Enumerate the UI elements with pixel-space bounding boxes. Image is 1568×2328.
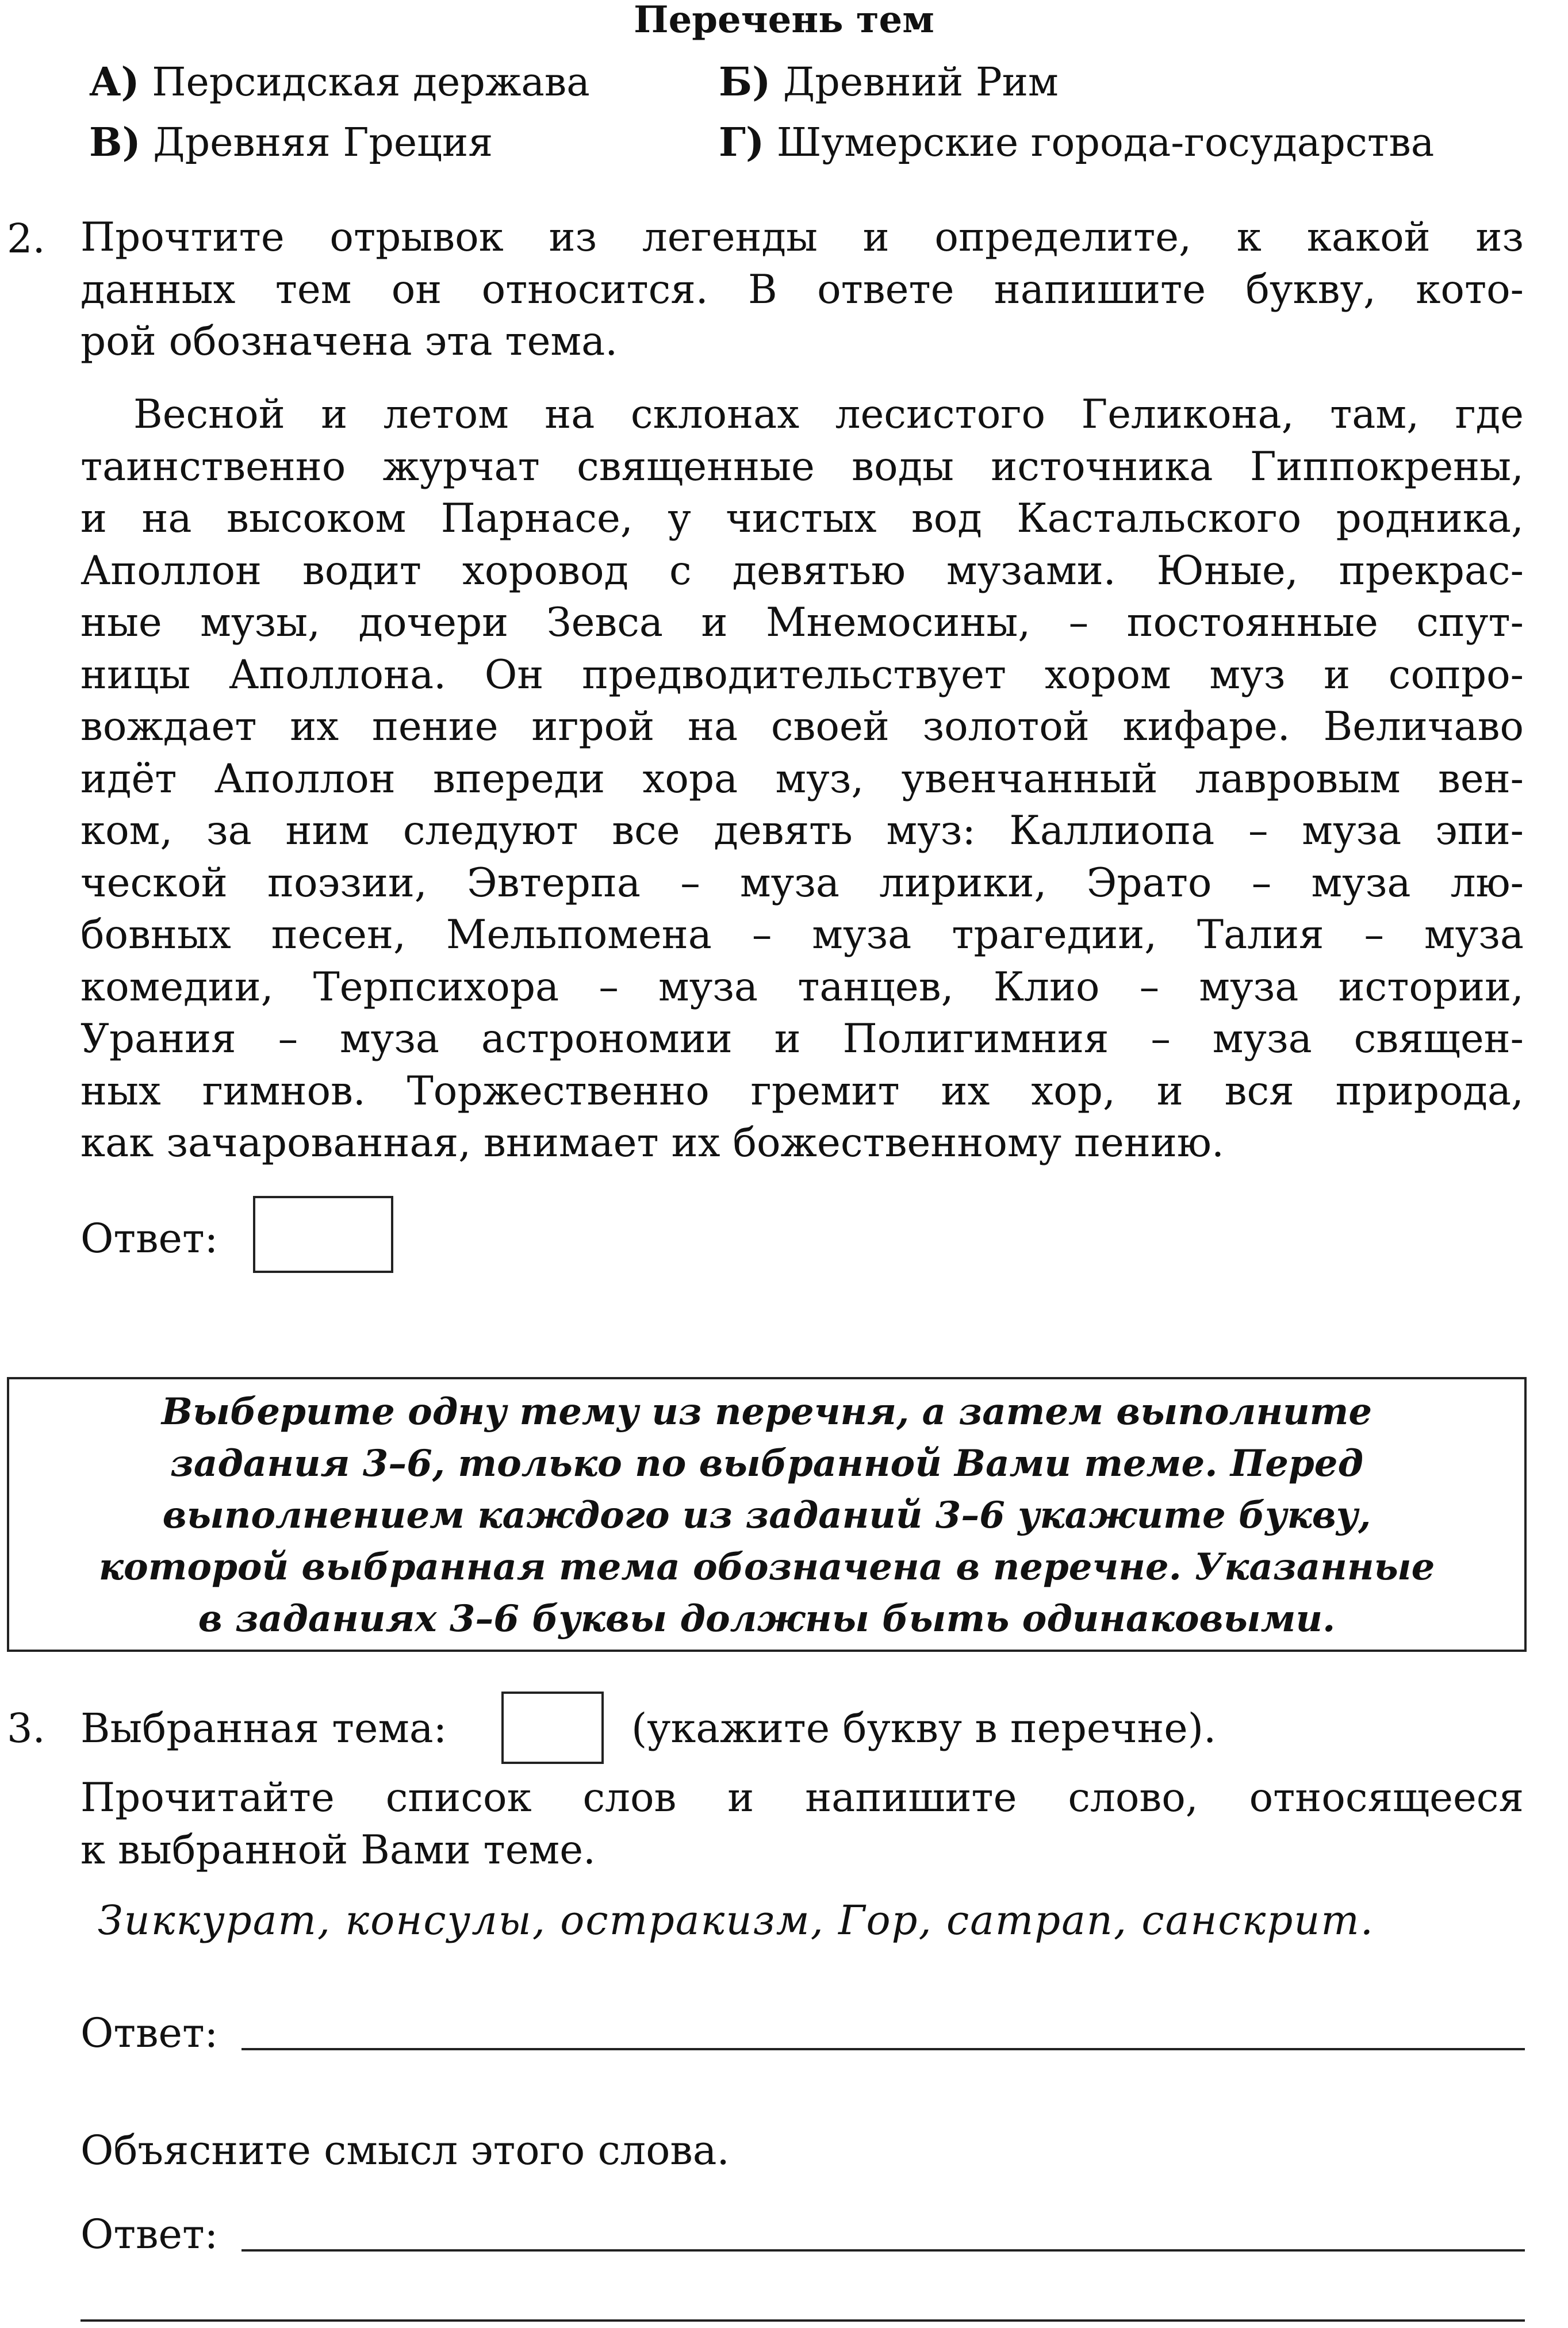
legend-line: таинственно журчат священные воды источника Гиппокрены, [80,443,1524,490]
topics-list-title: Перечень тем [634,0,934,41]
legend-line: ческой поэзии, Эвтерпа – муза лирики, Эрато – муза лю- [80,860,1524,906]
instruction-line: выполнением каждого из заданий 3–6 укажите букву, [162,1494,1371,1537]
question-line: Прочитайте список слов и напишите слово, относящееся [80,1775,1524,1821]
instruction-line: задания 3–6, только по выбранной Вами теме. Перед [170,1442,1363,1485]
task-3-answer-line[interactable] [241,2048,1525,2050]
task-2-answer-box[interactable] [253,1196,393,1273]
topic-letter: Б) [719,59,771,105]
legend-line: идёт Аполлон впереди хора муз, увенчанный лавровым вен- [80,755,1524,802]
topic-name: Персидская держава [152,60,590,105]
legend-line: Весной и летом на склонах лесистого Геликона, там, где [133,392,1524,438]
legend-line: ком, за ним следуют все девять муз: Каллиопа – муза эпи- [80,808,1524,854]
chosen-topic-hint: (укажите букву в перечне). [631,1705,1217,1752]
legend-passage [80,389,1524,1169]
question-line: к выбранной Вами теме. [80,1827,596,1873]
legend-line: ные музы, дочери Зевса и Мнемосины, – постоянные спут- [80,600,1524,646]
legend-line: комедии, Терпсихора – муза танцев, Клио – муза истории, [80,964,1524,1010]
chosen-topic-label: Выбранная тема: [80,1705,447,1752]
legend-line: вождает их пение игрой на своей золотой кифаре. Величаво [80,704,1524,750]
topic-g [719,120,1434,166]
instruction-box [7,1377,1527,1652]
legend-line: Аполлон водит хоровод с девятью музами. Юные, прекрас- [80,547,1524,594]
instruction-text [9,1379,1524,1645]
task-2-answer-label: Ответ: [80,1215,218,1262]
question-line: Прочтите отрывок из легенды и определите, к какой из [80,214,1524,260]
task-3-answer-label-2: Ответ: [80,2211,218,2258]
legend-line: Урания – муза астрономии и Полигимния – муза священ- [80,1016,1524,1062]
topic-letter: Г) [719,120,765,166]
topic-v [89,120,493,166]
extra-answer-line[interactable] [80,2319,1525,2322]
task-3-answer-label: Ответ: [80,2009,218,2057]
task-2-number: 2. [7,215,45,262]
task-3-question [80,1772,1524,1876]
topic-name: Древний Рим [783,60,1059,105]
topic-letter: В) [89,120,141,166]
instruction-line: которой выбранная тема обозначена в перечне. Указанные [98,1545,1435,1589]
topic-letter: А) [89,59,140,105]
instruction-line: Выберите одну тему из перечня, а затем выполните [161,1390,1373,1433]
legend-line: ницы Аполлона. Он предводительствует хором муз и сопро- [80,651,1524,698]
question-line: данных тем он относится. В ответе напишите букву, кото- [80,266,1524,313]
task-2-question [80,212,1524,368]
topic-a [89,59,590,106]
topic-b [719,59,1059,106]
word-list: Зиккурат, консулы, остракизм, Гор, сатрап, санскрит. [98,1897,1374,1944]
legend-line: ных гимнов. Торжественно гремит их хор, и вся природа, [80,1068,1524,1114]
task-3-number: 3. [7,1705,45,1752]
instruction-line: в заданиях 3–6 буквы должны быть одинаковыми. [198,1597,1336,1640]
explain-prompt: Объясните смысл этого слова. [80,2127,730,2174]
chosen-topic-box[interactable] [501,1692,604,1764]
topic-name: Шумерские города-государства [776,120,1435,166]
legend-line: как зачарованная, внимает их божественному пению. [80,1120,1224,1166]
legend-line: и на высоком Парнасе, у чистых вод Кастальского родника, [80,496,1524,542]
task-3-answer-line-2[interactable] [241,2249,1525,2252]
question-line: рой обозначена эта тема. [80,319,618,365]
legend-line: бовных песен, Мельпомена – муза трагедии, Талия – муза [80,912,1524,958]
topic-name: Древняя Греция [153,120,493,166]
